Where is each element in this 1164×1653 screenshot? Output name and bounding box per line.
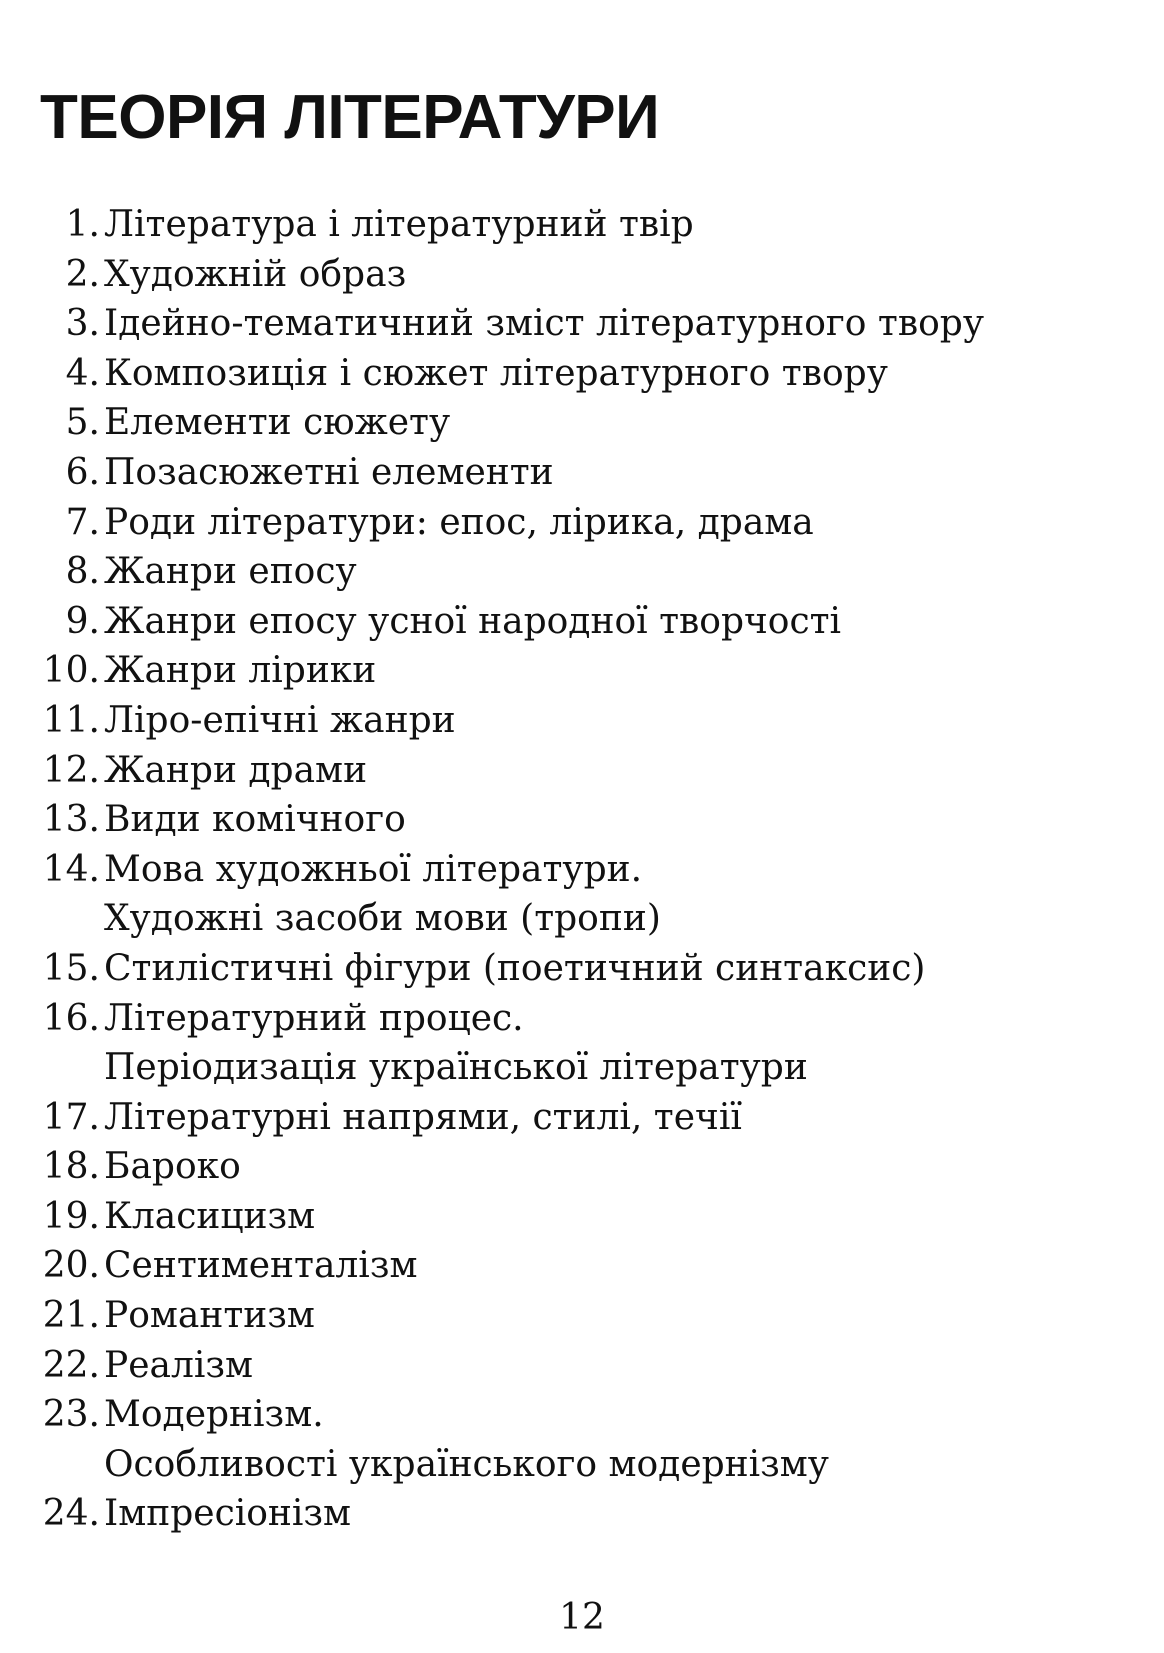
page-title: ТЕОРІЯ ЛІТЕРАТУРИ — [40, 83, 660, 152]
toc-item-title: Романтизм — [104, 1295, 315, 1337]
toc-item-title: Модернізм. — [104, 1394, 324, 1436]
toc-item-number: 23. — [42, 1394, 100, 1436]
toc-item-number: 2. — [65, 253, 100, 295]
toc-item-number: 15. — [42, 947, 100, 989]
toc-item — [40, 1291, 984, 1341]
toc-item-title-continuation: Художні засоби мови (тропи) — [104, 898, 661, 940]
toc-item — [40, 597, 984, 647]
toc-item-title-continuation: Особливості українського модернізму — [104, 1443, 829, 1485]
toc-item-number: 5. — [65, 402, 100, 444]
toc-item-continuation — [40, 894, 984, 944]
toc-item — [40, 1142, 984, 1192]
toc-item-title: Елементи сюжету — [104, 402, 451, 444]
toc-item-title: Література і літературний твір — [104, 204, 694, 245]
toc-item-title: Художній образ — [104, 253, 407, 295]
toc-item-number: 19. — [42, 1195, 100, 1237]
toc-item-title: Реалізм — [104, 1344, 254, 1386]
toc-item — [40, 250, 984, 300]
toc-item-title: Класицизм — [104, 1195, 316, 1237]
toc-item-number: 6. — [65, 451, 100, 493]
toc-item-title: Імпресіонізм — [104, 1493, 352, 1535]
toc-item-number: 14. — [42, 848, 100, 890]
toc-item — [40, 547, 984, 597]
toc-item-title: Ідейно-тематичний зміст літературного твору — [104, 303, 984, 345]
toc-item — [40, 349, 984, 399]
toc-item-number: 11. — [42, 699, 100, 741]
toc-item-number: 12. — [42, 749, 100, 791]
toc-item — [40, 498, 984, 548]
toc-item-title: Стилістичні фігури (поетичний синтаксис) — [104, 947, 926, 989]
toc-item-number: 4. — [65, 352, 100, 394]
toc-item — [40, 696, 984, 746]
toc-item-number: 1. — [65, 204, 100, 245]
toc-item — [40, 1390, 984, 1440]
toc-item-number: 21. — [42, 1295, 100, 1337]
toc-item — [40, 845, 984, 895]
toc-item — [40, 200, 984, 250]
toc-item-title: Роди літератури: епос, лірика, драма — [104, 501, 814, 543]
toc-item-title: Літературні напрями, стилі, течії — [104, 1096, 742, 1138]
toc-item-number: 17. — [42, 1096, 100, 1138]
toc-item-title: Жанри епосу усної народної творчості — [104, 600, 842, 642]
toc-item-continuation — [40, 1043, 984, 1093]
toc-item-number: 3. — [65, 303, 100, 345]
toc-item — [40, 795, 984, 845]
toc-item-number: 7. — [65, 501, 100, 543]
toc-item — [40, 299, 984, 349]
toc-item — [40, 1241, 984, 1291]
toc-item-number: 16. — [42, 997, 100, 1039]
toc-item — [40, 398, 984, 448]
toc-item — [40, 1093, 984, 1143]
toc-item-number: 22. — [42, 1344, 100, 1386]
toc-item-title: Жанри епосу — [104, 551, 357, 593]
toc-item-title: Літературний процес. — [104, 997, 524, 1039]
toc-item — [40, 944, 984, 994]
toc-item-title: Композиція і сюжет літературного твору — [104, 352, 888, 394]
toc-item — [40, 1489, 984, 1539]
toc-item — [40, 1341, 984, 1391]
toc-item-title: Види комічного — [104, 799, 406, 841]
toc-item-number: 24. — [42, 1493, 100, 1535]
toc-item-title: Жанри лірики — [104, 650, 377, 692]
toc-item — [40, 646, 984, 696]
toc-item-title: Сентименталізм — [104, 1245, 418, 1287]
toc-item-title: Позасюжетні елементи — [104, 451, 554, 493]
toc-item-number: 18. — [42, 1146, 100, 1188]
page-number: 12 — [559, 1597, 605, 1638]
toc-item-title: Бароко — [104, 1146, 241, 1188]
toc-item-number: 13. — [42, 799, 100, 841]
toc-item-title-continuation: Періодизація української літератури — [104, 1047, 808, 1089]
toc-item — [40, 1192, 984, 1242]
toc-item-number: 9. — [65, 600, 100, 642]
toc-item — [40, 994, 984, 1044]
toc-item-continuation — [40, 1440, 984, 1490]
toc-item-number: 8. — [65, 551, 100, 593]
toc-item-number: 10. — [42, 650, 100, 692]
table-of-contents — [40, 200, 984, 1539]
toc-item-number: 20. — [42, 1245, 100, 1287]
toc-item-title: Ліро-епічні жанри — [104, 699, 456, 741]
toc-item-title: Мова художньої літератури. — [104, 848, 643, 890]
toc-item — [40, 448, 984, 498]
toc-item-title: Жанри драми — [104, 749, 368, 791]
toc-item — [40, 746, 984, 796]
